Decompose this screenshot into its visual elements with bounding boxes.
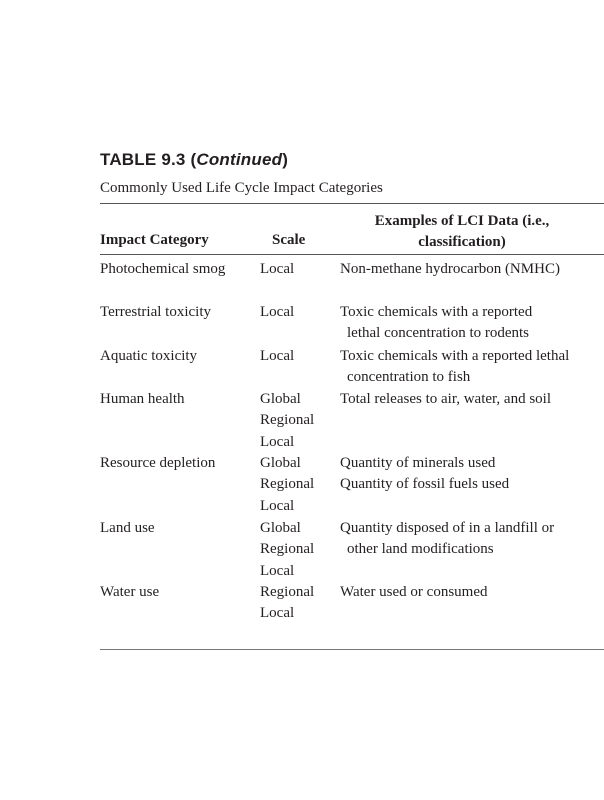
scale-line: Local (260, 348, 295, 364)
example-line: Total releases to air, water, and soil (340, 391, 552, 407)
scale-line: Regional (260, 584, 315, 600)
example-line: Water used or consumed (340, 584, 488, 600)
table-caption: Commonly Used Life Cycle Impact Categories (100, 180, 383, 196)
example-line: Toxic chemicals with a reported lethal (340, 348, 570, 364)
example-line: Quantity of fossil fuels used (340, 476, 510, 493)
scale-line: Regional (260, 412, 315, 429)
cell-impact-category: Aquatic toxicity (100, 348, 198, 364)
table-number-label: TABLE 9.3 (100, 150, 186, 169)
scale-line: Global (260, 391, 301, 407)
cell-scale (260, 259, 340, 280)
cell-examples (340, 582, 604, 603)
example-line: Toxic chemicals with a reported (340, 304, 533, 320)
cell-examples (340, 453, 604, 496)
table-continued-label: Continued (196, 150, 283, 169)
scale-line: Local (260, 605, 295, 622)
example-line: Non-methane hydrocarbon (NMHC) (340, 261, 560, 277)
example-line: other land modifications (347, 541, 494, 558)
table-top-rule (100, 203, 604, 204)
cell-impact-category: Land use (100, 520, 155, 536)
scale-line: Local (260, 304, 295, 320)
scale-line: Local (260, 433, 295, 450)
scale-line: Regional (260, 541, 315, 558)
header-impact-category: Impact Category (100, 232, 209, 248)
example-line: lethal concentration to rodents (347, 325, 530, 342)
header-examples-line-1: Examples of LCI Data (i.e., (374, 213, 550, 229)
header-examples (330, 211, 594, 253)
scale-line: Global (260, 455, 301, 471)
header-scale: Scale (272, 232, 306, 248)
table-header-rule (100, 254, 604, 255)
scale-line: Global (260, 520, 301, 536)
cell-examples (340, 346, 604, 389)
table-bottom-rule (100, 649, 604, 650)
table-number: TABLE 9.3 (Continued) (100, 150, 289, 169)
example-line: Quantity disposed of in a landfill or (340, 520, 555, 536)
cell-examples (340, 518, 604, 561)
cell-examples (340, 389, 604, 410)
cell-impact-category: Water use (100, 584, 160, 600)
cell-scale (260, 302, 340, 323)
cell-scale (260, 582, 340, 625)
cell-scale (260, 346, 340, 367)
cell-scale (260, 518, 340, 582)
scale-line: Regional (260, 476, 315, 493)
cell-impact-category: Terrestrial toxicity (100, 304, 211, 320)
scale-line: Local (260, 497, 295, 514)
cell-impact-category: Human health (100, 391, 185, 407)
example-line: concentration to fish (347, 369, 471, 386)
cell-examples (340, 302, 604, 345)
example-line: Quantity of minerals used (340, 455, 496, 471)
cell-scale (260, 389, 340, 453)
header-examples-line-2: classification) (418, 234, 506, 250)
scale-line: Local (260, 261, 295, 277)
cell-examples (340, 259, 604, 280)
scale-line: Local (260, 562, 295, 579)
cell-impact-category: Resource depletion (100, 455, 216, 471)
cell-scale (260, 453, 340, 517)
cell-impact-category: Photochemical smog (100, 261, 226, 277)
